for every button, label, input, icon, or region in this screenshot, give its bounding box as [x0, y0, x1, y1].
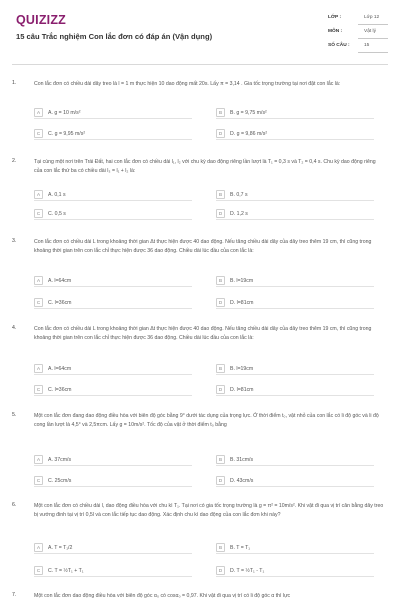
option-label: D. 1,2 s — [230, 210, 248, 217]
meta-value: Vật lý — [364, 29, 376, 34]
option-a[interactable] — [34, 542, 192, 554]
option-b[interactable] — [216, 363, 374, 375]
option-letter-box: C — [34, 566, 43, 575]
option-d[interactable] — [216, 565, 374, 577]
meta-value: Lớp 12 — [364, 15, 380, 20]
question-number: 2. — [12, 158, 17, 164]
option-a[interactable] — [34, 275, 192, 287]
question-text: Con lắc đơn có chiều dài dây treo là l = 1 m thực hiện 10 dao động mất 20s. Lấy π = 3,14 . Gia tốc trọng trường tại nơi đặt con lắc là: — [34, 81, 341, 87]
question-text: Con lắc đơn có chiều dài L trong khoảng thời gian Δt thực hiện được 40 dao động. Nếu tăng chiều dài dây của dây treo thêm 19 cm, thì cũng trong khoảng thời gian trên con lắc chỉ thực hiện được 36 dao động. Chiều dài lúc đầu của con lắc là: — [34, 326, 372, 341]
meta-key: LỚP : — [328, 15, 342, 20]
option-letter-box: D — [216, 385, 225, 394]
option-c[interactable] — [34, 384, 192, 396]
header-divider — [12, 64, 388, 65]
option-label: B. l=19cm — [230, 277, 254, 284]
option-d[interactable] — [216, 475, 374, 487]
quizizz-logo: QUIZIZZ — [16, 13, 67, 27]
option-label: B. 31cm/s — [230, 456, 254, 463]
meta-info — [328, 12, 388, 54]
option-letter-box: C — [34, 209, 43, 218]
option-label: B. g = 9,75 m/s² — [230, 109, 267, 116]
question-number: 5. — [12, 412, 17, 418]
option-letter-box: B — [216, 364, 225, 373]
option-letter-box: A — [34, 108, 43, 117]
option-b[interactable] — [216, 454, 374, 466]
option-c[interactable] — [34, 565, 192, 577]
option-c[interactable] — [34, 208, 192, 220]
option-b[interactable] — [216, 107, 374, 119]
option-letter-box: D — [216, 129, 225, 138]
option-letter-box: B — [216, 276, 225, 285]
question-text: Một con lắc đơn dao động điều hòa với biên độ góc α₀ có cosα₀ = 0,97. Khi vật đi qua vị trí có li độ góc α thì lực — [34, 593, 291, 599]
option-label: B. T = T₁ — [230, 544, 251, 551]
question-text: Tại cùng một nơi trên Trái Đất, hai con lắc đơn có chiều dài l₁, l₂ với chu kỳ dao động riêng lần lượt là T₁ = 0,3 s và T₂ = 0,4 s. Chu kỳ dao động riêng của con lắc thứ ba có chiều dài l₃ = l₁ + l₂ là: — [34, 159, 376, 174]
option-letter-box: C — [34, 129, 43, 138]
option-label: D. T = ½T₁ - T₁ — [230, 567, 265, 574]
option-letter-box: C — [34, 385, 43, 394]
option-label: C. T = ½T₁ + T₁ — [48, 567, 84, 574]
question-text: Một con lắc đơn có chiều dài l, dao động điều hòa với chu kì T₁. Tại nơi có gia tốc trọng trường là g = π² = 10m/s². Khi vật đi qua vị trí cân bằng dây treo bị vướng đinh tại vị trí 0,5l và con lắc tiếp tục dao động. Xác định chu kì dao động của con lắc đơn khi này? — [34, 503, 384, 518]
option-letter-box: B — [216, 543, 225, 552]
option-c[interactable] — [34, 475, 192, 487]
option-c[interactable] — [34, 297, 192, 309]
option-letter-box: B — [216, 190, 225, 199]
option-label: C. l=36cm — [48, 299, 72, 306]
question-number: 7. — [12, 592, 17, 598]
option-label: C. 0,5 s — [48, 210, 66, 217]
document-header — [0, 0, 400, 62]
option-label: D. g = 9,86 m/s² — [230, 130, 268, 137]
option-letter-box: A — [34, 190, 43, 199]
option-label: A. l=64cm — [48, 365, 72, 372]
option-c[interactable] — [34, 128, 192, 140]
meta-underline — [358, 24, 388, 25]
option-label: C. 25cm/s — [48, 477, 72, 484]
option-b[interactable] — [216, 189, 374, 201]
option-b[interactable] — [216, 542, 374, 554]
option-letter-box: C — [34, 298, 43, 307]
option-letter-box: D — [216, 209, 225, 218]
option-letter-box: D — [216, 476, 225, 485]
option-label: D. l=81cm — [230, 386, 254, 393]
option-label: B. 0,7 s — [230, 191, 248, 198]
option-letter-box: A — [34, 543, 43, 552]
option-label: D. 43cm/s — [230, 477, 254, 484]
meta-underline — [358, 52, 388, 53]
option-label: A. g = 10 m/s² — [48, 109, 81, 116]
option-letter-box: A — [34, 455, 43, 464]
option-letter-box: A — [34, 364, 43, 373]
option-letter-box: D — [216, 298, 225, 307]
question-number: 3. — [12, 238, 17, 244]
option-d[interactable] — [216, 208, 374, 220]
option-label: A. T = T₁/2 — [48, 544, 73, 551]
option-a[interactable] — [34, 107, 192, 119]
meta-key: SỐ CÂU : — [328, 43, 350, 48]
option-label: A. 0,1 s — [48, 191, 66, 198]
question-text: Một con lắc đơn đang dao động điều hòa với biên độ góc bằng 9° dưới tác dụng của trọng lực. Ở thời điểm t₀, vật nhỏ của con lắc có li độ góc và li độ cong lần lượt là 4,5° và 2,5πcm. Lấy g = 10m/s². Tốc độ của vật ở thời điểm t₀ bằng — [34, 413, 379, 428]
page-title: 15 câu Trắc nghiệm Con lắc đơn có đáp án (Vận dụng) — [16, 32, 213, 41]
meta-value: 15 — [364, 43, 370, 48]
option-label: A. 37cm/s — [48, 456, 72, 463]
meta-row-subject — [328, 26, 388, 40]
option-label: C. g = 9,95 m/s² — [48, 130, 86, 137]
question-number: 4. — [12, 325, 17, 331]
option-b[interactable] — [216, 275, 374, 287]
option-label: A. l=64cm — [48, 277, 72, 284]
option-letter-box: B — [216, 455, 225, 464]
option-letter-box: C — [34, 476, 43, 485]
option-d[interactable] — [216, 128, 374, 140]
option-label: D. l=81cm — [230, 299, 254, 306]
option-d[interactable] — [216, 384, 374, 396]
meta-key: MÔN : — [328, 29, 343, 34]
option-letter-box: B — [216, 108, 225, 117]
option-label: B. l=19cm — [230, 365, 254, 372]
option-a[interactable] — [34, 189, 192, 201]
question-number: 6. — [12, 502, 17, 508]
option-a[interactable] — [34, 454, 192, 466]
meta-row-class — [328, 12, 388, 26]
question-number: 1. — [12, 80, 17, 86]
option-d[interactable] — [216, 297, 374, 309]
meta-row-count — [328, 40, 388, 54]
option-letter-box: A — [34, 276, 43, 285]
option-a[interactable] — [34, 363, 192, 375]
question-text: Con lắc đơn có chiều dài L trong khoảng thời gian Δt thực hiện được 40 dao động. Nếu tăng chiều dài dây của dây treo thêm 19 cm, thì cũng trong khoảng thời gian trên con lắc chỉ thực hiện được 36 dao động. Chiều dài lúc đầu của con lắc là: — [34, 239, 372, 254]
meta-underline — [358, 38, 388, 39]
option-label: C. l=36cm — [48, 386, 72, 393]
option-letter-box: D — [216, 566, 225, 575]
